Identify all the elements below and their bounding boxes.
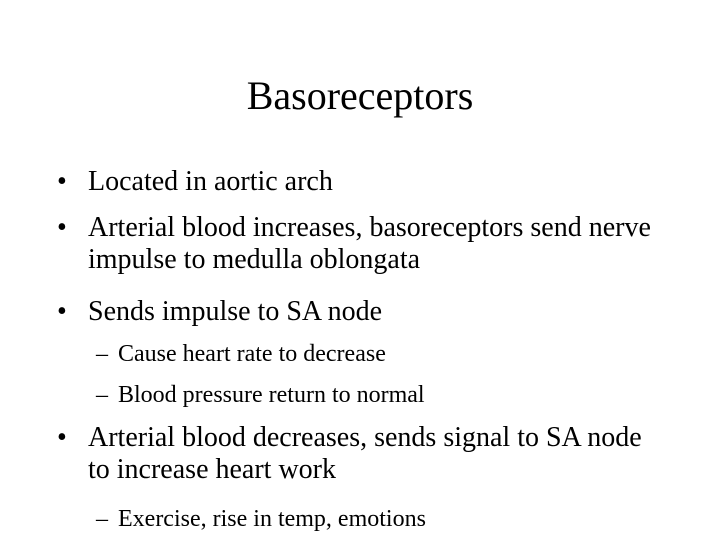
- sub-bullet-text: Blood pressure return to normal: [118, 382, 425, 408]
- bullet-icon: •: [57, 422, 67, 453]
- bullet-text: Sends impulse to SA node: [88, 296, 383, 327]
- bullet-icon: •: [57, 296, 67, 327]
- bullet-icon: •: [57, 212, 67, 243]
- bullet-item: [57, 212, 667, 276]
- bullet-item: [57, 422, 667, 486]
- sub-bullet-item: [96, 340, 676, 368]
- bullet-text: Located in aortic arch: [88, 166, 333, 197]
- sub-bullet-text: Exercise, rise in temp, emotions: [118, 506, 426, 532]
- sub-bullet-item: [96, 505, 676, 533]
- bullet-icon: •: [57, 166, 67, 197]
- bullet-item: [57, 166, 667, 198]
- dash-icon: –: [96, 506, 108, 532]
- bullet-text: Arterial blood decreases, sends signal to SA node to increase heart work: [88, 422, 642, 485]
- dash-icon: –: [96, 382, 108, 408]
- bullet-item: [57, 296, 667, 328]
- sub-bullet-item: [96, 381, 676, 409]
- bullet-text: Arterial blood increases, basoreceptors send nerve impulse to medulla oblongata: [88, 212, 651, 275]
- sub-bullet-text: Cause heart rate to decrease: [118, 341, 386, 367]
- slide-title: Basoreceptors: [246, 73, 474, 118]
- dash-icon: –: [96, 341, 108, 367]
